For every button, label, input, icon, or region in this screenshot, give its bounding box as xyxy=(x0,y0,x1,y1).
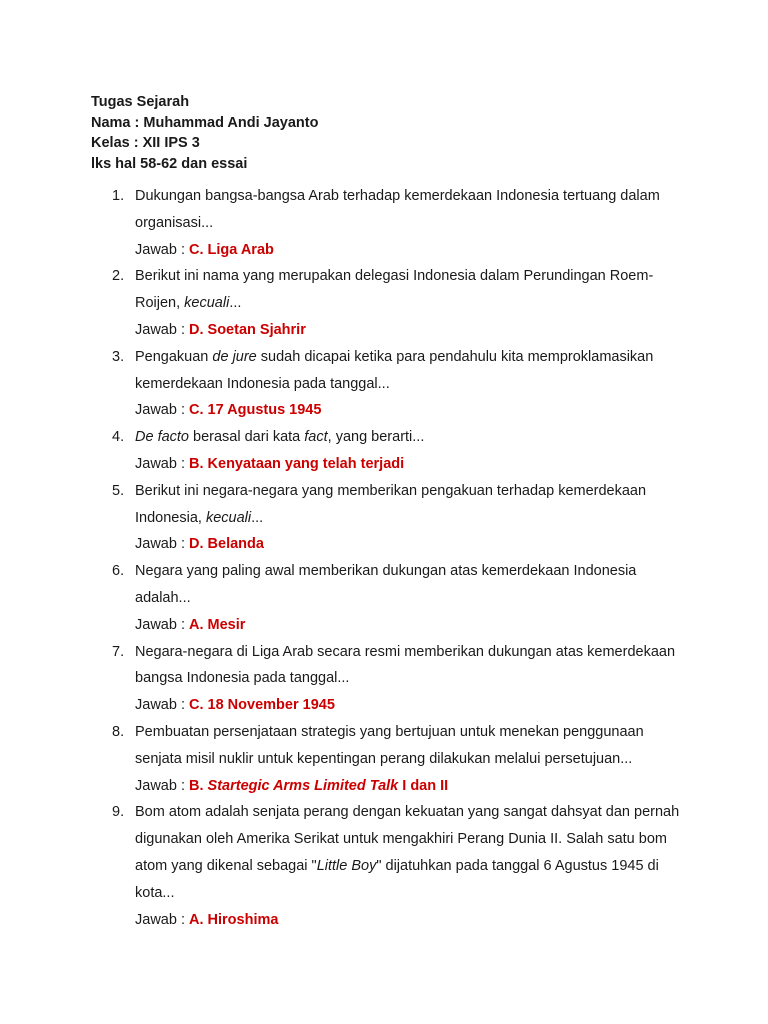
answer-line xyxy=(135,531,681,558)
question-number: 8. xyxy=(112,723,125,740)
answer-value xyxy=(189,456,404,472)
question-list xyxy=(91,183,681,933)
question-text-run: Dukungan bangsa-bangsa Arab terhadap kemerdekaan Indonesia tertuang dalam organisasi... xyxy=(135,188,660,231)
question-text xyxy=(135,424,681,451)
question-text xyxy=(135,183,681,237)
answer-line xyxy=(135,317,681,344)
question-text xyxy=(135,344,681,398)
question-number: 2. xyxy=(112,268,125,285)
answer-line xyxy=(135,612,681,639)
answer-line xyxy=(135,397,681,424)
question-text-run: Bom atom adalah senjata perang dengan kekuatan yang sangat dahsyat dan pernah digunakan oleh Amerika Serikat untuk mengakhiri Perang Dunia II. Salah satu bom atom yang dikenal sebagai " xyxy=(135,804,680,874)
question-text xyxy=(135,478,681,532)
answer-value-run: D. Soetan Sjahrir xyxy=(189,321,306,338)
answer-value-run: D. Belanda xyxy=(189,536,264,553)
question-number: 6. xyxy=(112,563,125,580)
answer-line xyxy=(135,907,681,934)
answer-value xyxy=(189,697,335,713)
student-name: Nama : Muhammad Andi Jayanto xyxy=(91,114,319,131)
student-class: Kelas : XII IPS 3 xyxy=(91,135,200,151)
answer-value-run: B. xyxy=(189,777,208,794)
question-item xyxy=(91,719,681,799)
question-item xyxy=(91,799,681,933)
question-text-run: Little Boy xyxy=(316,857,377,874)
question-text-run: De facto xyxy=(135,429,189,446)
question-item xyxy=(91,478,681,558)
answer-value xyxy=(189,536,264,552)
question-item xyxy=(91,639,681,719)
question-item xyxy=(91,263,681,343)
question-text xyxy=(135,639,681,693)
answer-value xyxy=(189,617,245,633)
answer-value xyxy=(189,322,306,338)
answer-value xyxy=(189,402,321,418)
answer-value xyxy=(189,778,448,794)
question-text-run: kecuali xyxy=(205,509,252,526)
question-text xyxy=(135,719,681,773)
answer-value-run: A. Hiroshima xyxy=(189,911,279,928)
question-number: 1. xyxy=(112,188,125,204)
question-text-run: sudah dicapai ketika para pendahulu kita memproklamasikan kemerdekaan Indonesia pada tanggal... xyxy=(135,348,654,392)
question-text-run: Berikut ini nama yang merupakan delegasi Indonesia dalam Perundingan Roem-Roijen, xyxy=(135,268,654,312)
answer-line xyxy=(135,773,681,800)
task-description: lks hal 58-62 dan essai xyxy=(91,155,248,172)
answer-line xyxy=(135,451,681,478)
question-text-run: ... xyxy=(251,509,264,526)
answer-line xyxy=(135,237,681,264)
question-number: 5. xyxy=(112,482,125,499)
answer-value xyxy=(189,242,274,258)
question-text xyxy=(135,558,681,612)
question-text-run: fact xyxy=(304,429,328,446)
document-title: Tugas Sejarah xyxy=(91,94,190,110)
question-item xyxy=(91,344,681,424)
question-text-run: Negara-negara di Liga Arab secara resmi memberikan dukungan atas kemerdekaan bangsa Indonesia pada tanggal... xyxy=(135,643,676,687)
answer-prefix: Jawab : xyxy=(135,241,189,258)
answer-value xyxy=(189,912,278,928)
answer-prefix: Jawab : xyxy=(135,321,189,338)
question-item xyxy=(91,558,681,638)
answer-prefix: Jawab : xyxy=(135,911,189,928)
answer-prefix: Jawab : xyxy=(135,616,189,633)
answer-prefix: Jawab : xyxy=(135,536,189,553)
answer-prefix: Jawab : xyxy=(135,697,189,714)
question-number: 3. xyxy=(112,348,125,365)
answer-value-run: B. Kenyataan yang telah terjadi xyxy=(189,455,405,472)
answer-value-run: C. 17 Agustus 1945 xyxy=(189,402,322,419)
question-number: 7. xyxy=(112,643,125,660)
answer-prefix: Jawab : xyxy=(135,402,189,419)
question-text xyxy=(135,263,681,317)
question-text-run: Pembuatan persenjataan strategis yang bertujuan untuk menekan penggunaan senjata misil nuklir untuk kepentingan perang dilakukan melalui persetujuan... xyxy=(135,723,644,767)
question-item xyxy=(91,183,681,263)
question-text-run: Negara yang paling awal memberikan dukungan atas kemerdekaan Indonesia adalah... xyxy=(135,563,637,606)
answer-value-run: C. 18 November 1945 xyxy=(189,697,335,714)
answer-value-run: C. Liga Arab xyxy=(189,241,274,258)
answer-value-run: I dan II xyxy=(398,777,449,794)
document-header xyxy=(91,92,681,174)
question-number: 4. xyxy=(112,429,125,446)
question-text-run: Pengakuan xyxy=(135,348,213,365)
question-text-run: " dijatuhkan pada tanggal 6 Agustus 1945 di kota... xyxy=(135,857,659,901)
answer-prefix: Jawab : xyxy=(135,777,189,794)
answer-value-run: A. Mesir xyxy=(189,616,246,633)
document-page xyxy=(91,92,681,933)
question-number: 9. xyxy=(112,804,125,821)
question-text-run: kecuali xyxy=(184,295,230,312)
answer-line xyxy=(135,692,681,719)
question-text-run: , yang berarti... xyxy=(327,429,425,446)
answer-prefix: Jawab : xyxy=(135,455,189,472)
question-item xyxy=(91,424,681,478)
question-text-run: berasal dari kata xyxy=(189,429,305,446)
question-text-run: Berikut ini negara-negara yang memberikan pengakuan terhadap kemerdekaan Indonesia, xyxy=(135,482,647,526)
question-text-run: de jure xyxy=(212,348,257,365)
question-text-run: ... xyxy=(229,295,242,312)
question-text xyxy=(135,799,681,906)
answer-value-run: Startegic Arms Limited Talk xyxy=(207,777,399,794)
